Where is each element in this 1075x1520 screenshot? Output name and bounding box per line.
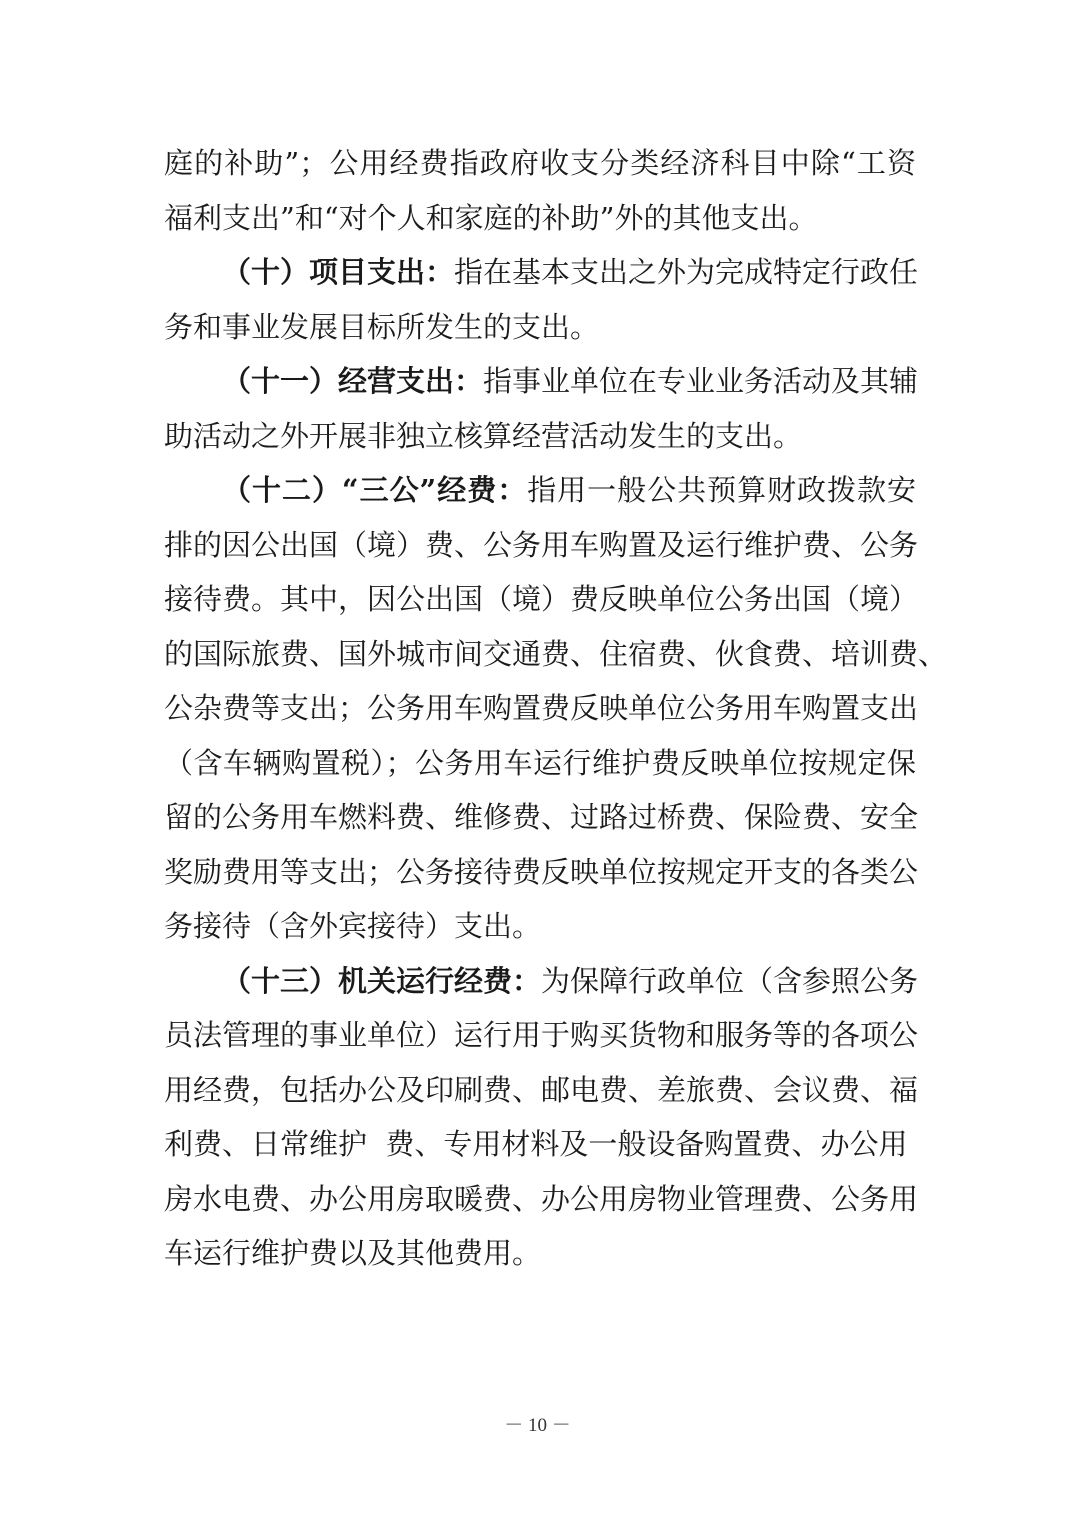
text-run: 指用一般公共预算财政拨款安 [527, 473, 916, 507]
text-line: 奖励费用等支出；公务接待费反映单位按规定开支的各类公 [164, 854, 919, 889]
text-line [164, 954, 919, 1009]
paragraph [164, 463, 948, 954]
text-line: 车运行维护费以及其他费用。 [164, 1236, 542, 1270]
text-line: 务和事业发展目标所发生的支出。 [164, 309, 600, 344]
text-line: 员法管理的事业单位）运行用于购买货物和服务等的各项公 [164, 1018, 919, 1052]
section-heading: （十）项目支出： [222, 255, 455, 289]
paragraph [164, 354, 919, 463]
text-line: （含车辆购置税）；公务用车运行维护费反映单位按规定保 [164, 745, 916, 780]
section-heading: （十一）经营支出： [222, 364, 484, 398]
text-run: 指在基本支出之外为完成特定行政任 [454, 255, 919, 289]
paragraph [164, 136, 916, 245]
text-line: 务接待（含外宾接待）支出。 [164, 909, 542, 943]
text-line: 助活动之外开展非独立核算经营活动发生的支出。 [164, 418, 803, 453]
text-run: 指事业单位在专业业务活动及其辅 [483, 364, 919, 398]
text-line: 留的公务用车燃料费、维修费、过路过桥费、保险费、安全 [164, 800, 919, 834]
paragraph [164, 954, 919, 1281]
section-heading: （十二）“三公”经费： [222, 473, 528, 507]
text-line [164, 354, 919, 409]
text-line: 排的因公出国（境）费、公务用车购置及运行维护费、公务 [164, 527, 919, 562]
text-line: 庭的补助”；公用经费指政府收支分类经济科目中除“工资 [164, 146, 916, 180]
text-run: 为保障行政单位（含参照公务 [541, 963, 919, 998]
text-line [164, 245, 919, 300]
text-line: 的国际旅费、国外城市间交通费、住宿费、伙食费、培训费、 [164, 636, 948, 671]
text-line: 接待费。其中，因公出国（境）费反映单位公务出国（境） [164, 582, 919, 616]
text-line [164, 463, 916, 518]
text-line: 用经费，包括办公及印刷费、邮电费、差旅费、会议费、福 [164, 1072, 919, 1107]
paragraph [164, 245, 919, 354]
text-line: 利费、日常维护 费、专用材料及一般设备购置费、办公用 [164, 1127, 908, 1161]
document-body [164, 136, 948, 1281]
page-number: － 10 － [504, 1415, 571, 1436]
text-line: 福利支出”和“对个人和家庭的补助”外的其他支出。 [164, 200, 818, 235]
text-line: 房水电费、办公用房取暖费、办公用房物业管理费、公务用 [164, 1181, 919, 1216]
text-line: 公杂费等支出；公务用车购置费反映单位公务用车购置支出 [164, 691, 919, 725]
section-heading: （十三）机关运行经费： [222, 963, 542, 998]
